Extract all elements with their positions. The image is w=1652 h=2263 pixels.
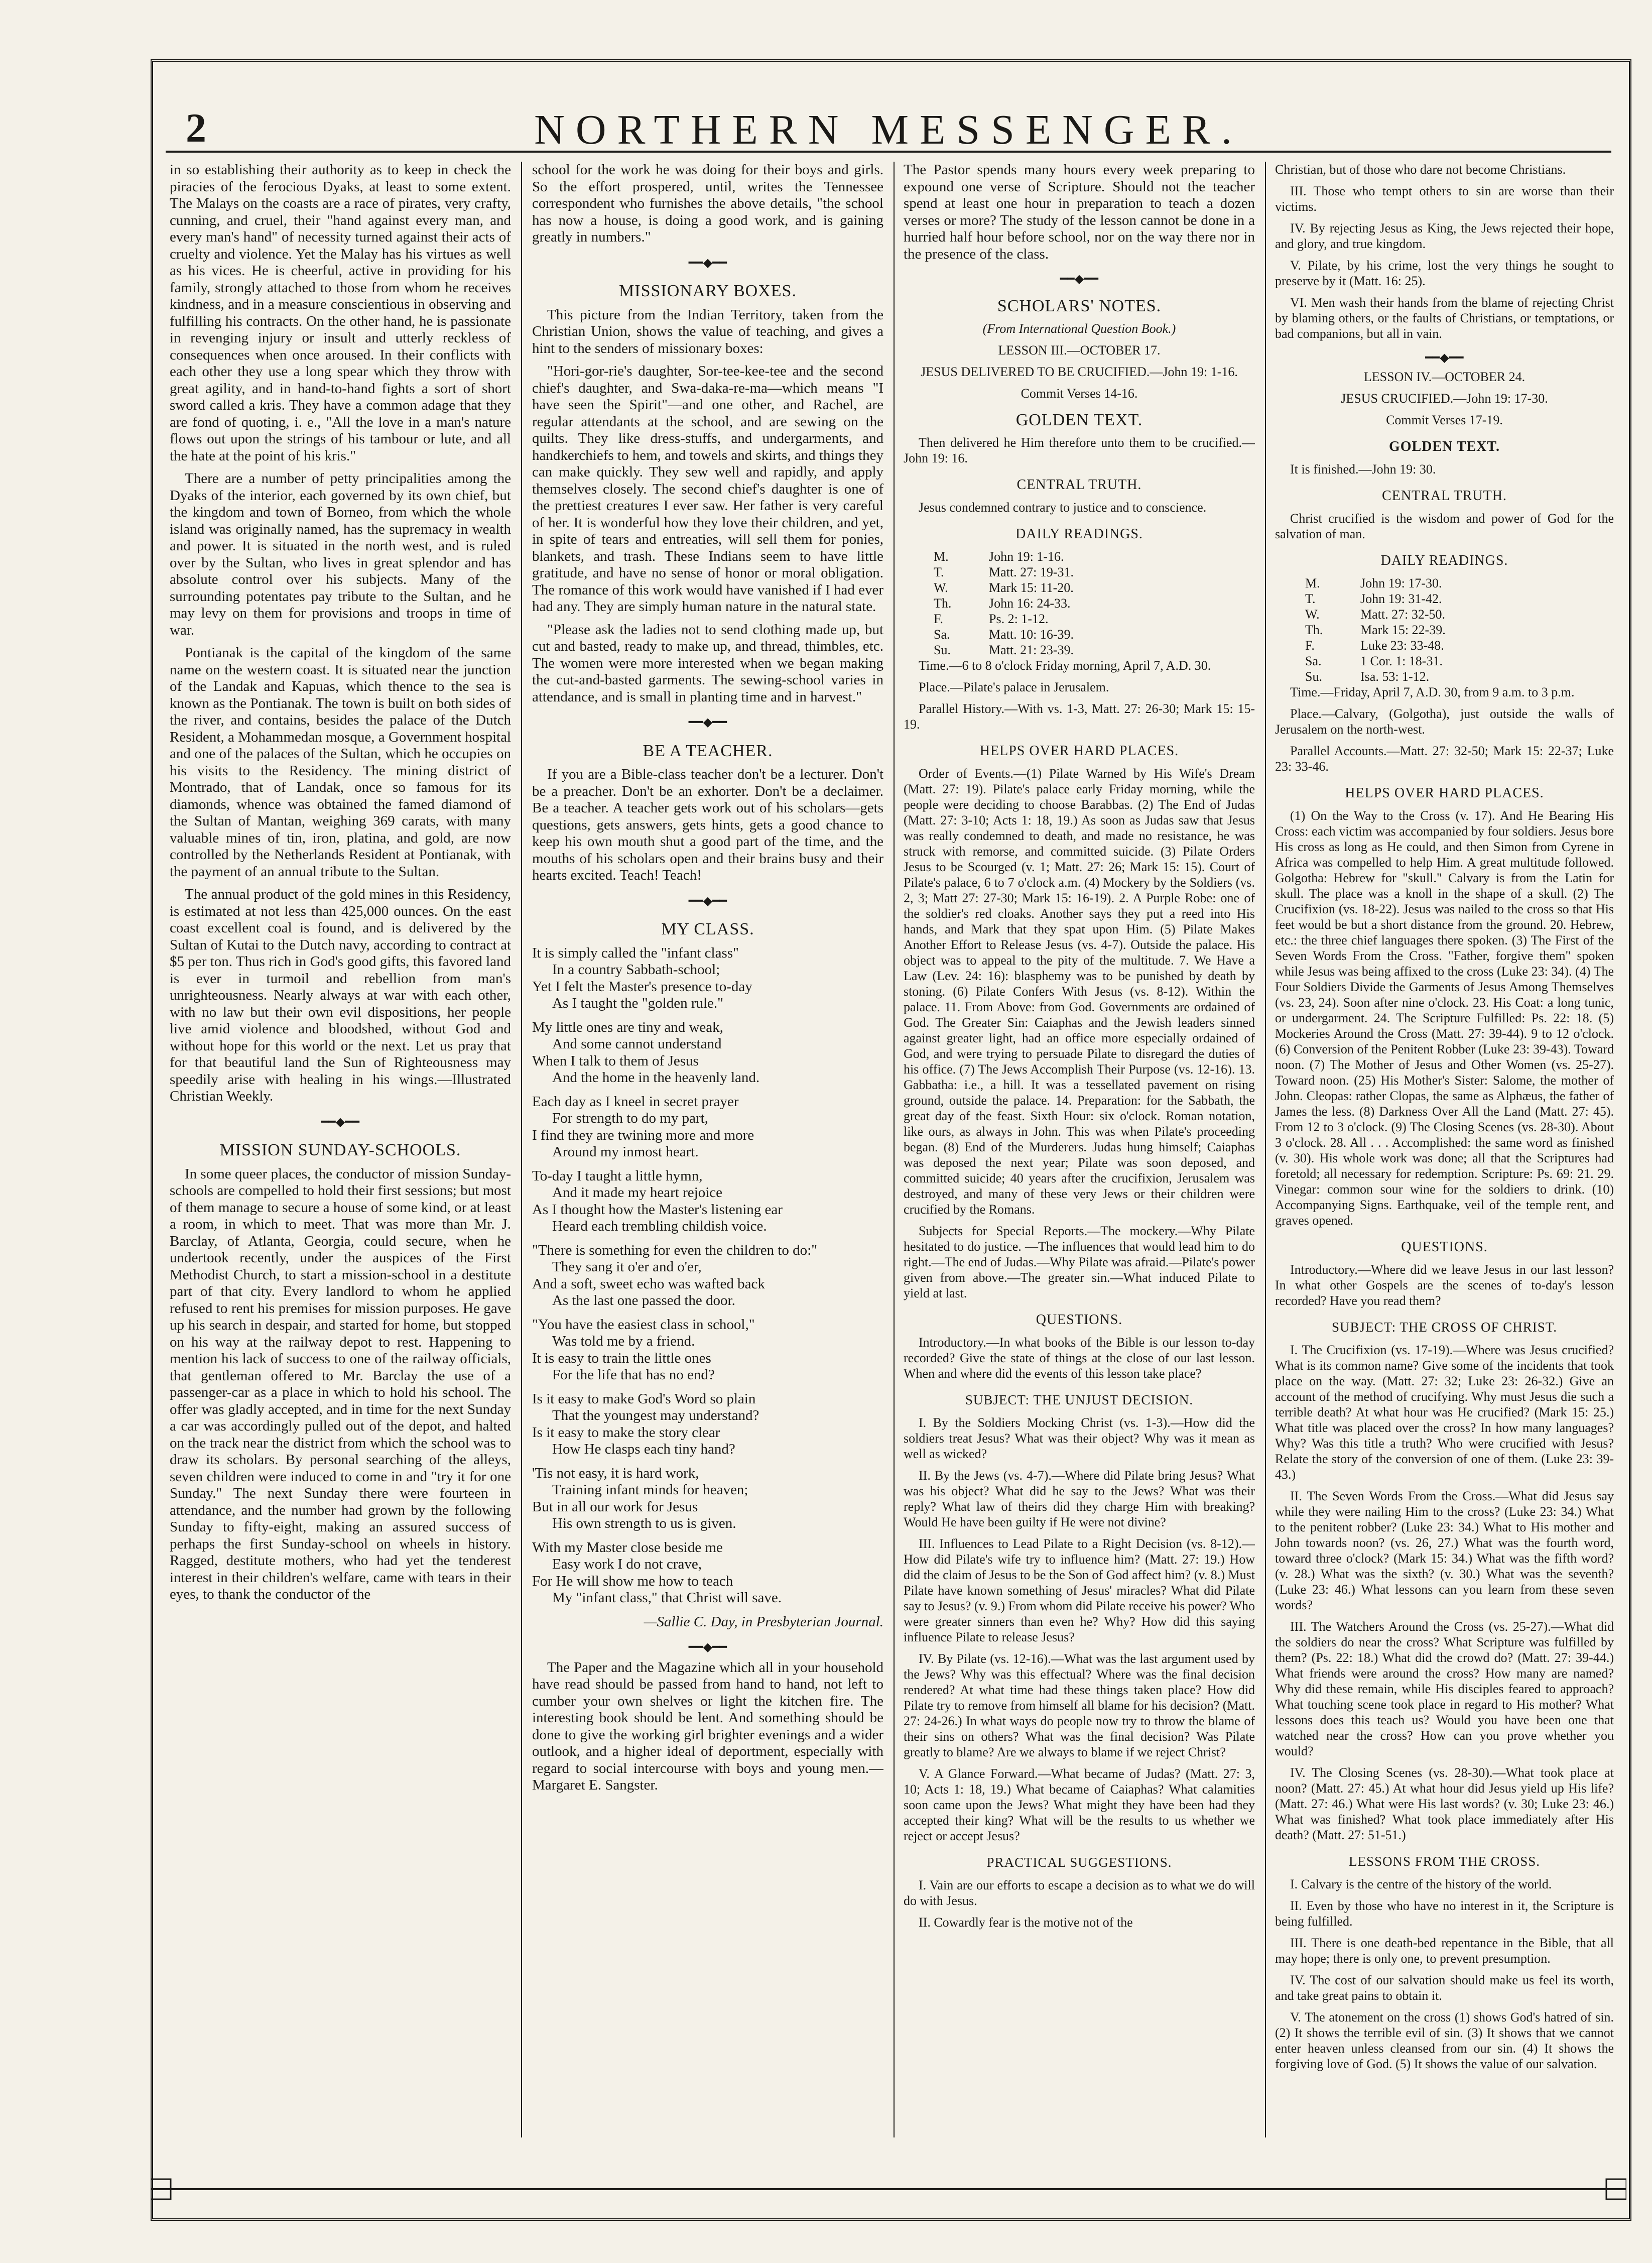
section-separator: ━━◆━━ bbox=[1060, 273, 1099, 286]
reading-day: W. bbox=[1305, 607, 1320, 622]
heading-questions: QUESTIONS. bbox=[1036, 1312, 1123, 1328]
heading-practical: PRACTICAL SUGGESTIONS. bbox=[986, 1855, 1172, 1870]
lesson-subtitle: JESUS DELIVERED TO BE CRUCIFIED.—John 19: 1-16. bbox=[921, 365, 1238, 379]
reading-day: T. bbox=[1305, 591, 1316, 606]
article-paragraph: In some queer places, the conductor of mission Sunday-schools are compelled to hold their first sessions; but most of them manage to secure a house of some kind, or at least a room, in which to meet. That was more than Mr. J. Barclay, of Atlanta, Georgia, could secure, when he undertook recently, under the auspices of the First Methodist Church, to start a mission-school in a destitute part of that city. Every landlord to whom he applied refused to rent his premises for mission purposes. He gave up his search in despair, and started for home, but stopped on his way at the railway depot to rest. Happening to mention his lack of success to one of the railway officials, that gentleman offered to Mr. Barclay the use of a passenger-car as a place in which to hold his school. The offer was gladly accepted, and in time for the next Sunday a car was accordingly pulled out of the depot, and halted on the track near the district from which the school was to draw its scholars. By personal searching of the alleys, seven children were induced to come in and "try it for one Sunday." The next Sunday there were fourteen in attendance, and the number had grown by the following Sunday to fifty-eight, making an assured success of perhaps the first Sunday-school on wheels in history. Ragged, destitute mothers, who had yet the tenderest interest in their children's welfare, came with tears in their eyes, to thank the conductor of the bbox=[170, 1165, 511, 1602]
reading-row bbox=[1305, 622, 1614, 638]
lesson-heading: LESSON IV.—OCTOBER 24. bbox=[1363, 370, 1526, 384]
poem-my-class bbox=[532, 945, 883, 1607]
reading-day: Su. bbox=[1305, 669, 1322, 684]
poem-stanza bbox=[532, 945, 883, 1012]
heading-daily-readings: DAILY READINGS. bbox=[1015, 526, 1143, 542]
lesson-place: Place.—Pilate's palace in Jerusalem. bbox=[919, 680, 1109, 694]
lesson-item: III. There is one death-bed repentance in the Bible, that all may hope; there is only one, to prevent presumption. bbox=[1275, 1936, 1614, 1966]
reading-row bbox=[1305, 653, 1614, 669]
reading-row bbox=[934, 549, 1255, 564]
question-item: III. The Watchers Around the Cross (vs. 25-27).—What did the soldiers do near the cross? What Scripture was fulfilled by them? (Ps. 22: 18.) What did the crowd do? (Matt. 27: 39-44.) What friends were around the cross? How many are named? Why did these remain, while His disciples feared to approach? What touching scene took place in regard to His mother? What lessons does this teach us? Would you have been one that watched near the cross? How can you prove whether you would? bbox=[1275, 1619, 1614, 1758]
poem-line: For He will show me how to teach bbox=[532, 1573, 733, 1589]
article-paragraph: The annual product of the gold mines in this Residency, is estimated at not less than 425,000 ounces. On the east coast excellent coal is found, and is delivered by the Sultan of Kutai to the Dutch navy, according to contract at $5 per ton. Thus rich in God's good gifts, this favored land is ever in turmoil and rebellion from man's unrighteousness. Nearly always at war with each other, with no law but their own evil dispositions, her people live amid violence and bloodshed, without God and without hope for this world or the next. Let us pray that for that beautiful land the Sun of Righteousness may speedily arise with healing in his wings.—Illustrated Christian Weekly. bbox=[170, 886, 511, 1104]
poem-line: 'Tis not easy, it is hard work, bbox=[532, 1465, 699, 1481]
reading-day: M. bbox=[934, 549, 949, 564]
poem-line: For strength to do my part, bbox=[552, 1110, 708, 1126]
poem-line: And a soft, sweet echo was wafted back bbox=[532, 1275, 765, 1292]
reading-day: F. bbox=[934, 612, 943, 626]
question-item: IV. By Pilate (vs. 12-16).—What was the last argument used by the Jews? Why was this effectual? Where was the final decision rendered? At what time had these things taken place? How did Pilate try to remove from himself all blame for his decision? (Matt. 27: 24-26.) In what ways do people now try to throw the blame of their sins on others? What was the final decision? Was Pilate greatly to blame? Are we always to blame if we reject Christ? bbox=[904, 1651, 1255, 1759]
questions-intro: Introductory.—In what books of the Bible is our lesson to-day recorded? Give the state of things at the close of our last lesson. When and where did the events of this lesson take place? bbox=[904, 1335, 1255, 1381]
poem-line: My little ones are tiny and weak, bbox=[532, 1019, 723, 1035]
reading-row bbox=[1305, 669, 1614, 684]
reading-row bbox=[1305, 607, 1614, 622]
heading-subject: SUBJECT: THE CROSS OF CHRIST. bbox=[1331, 1320, 1557, 1335]
lesson-heading: LESSON III.—OCTOBER 17. bbox=[998, 343, 1161, 358]
column-rule bbox=[1265, 162, 1266, 2137]
reading-reference: John 19: 31-42. bbox=[1360, 591, 1442, 606]
reading-reference: Isa. 53: 1-12. bbox=[1360, 669, 1430, 684]
lesson-time: Time.—6 to 8 o'clock Friday morning, April 7, A.D. 30. bbox=[919, 658, 1211, 673]
poem-stanza bbox=[532, 1465, 883, 1532]
commit-verses: Commit Verses 14-16. bbox=[1021, 386, 1138, 401]
reading-day: W. bbox=[934, 580, 948, 595]
article-paragraph: "Hori-gor-rie's daughter, Sor-tee-kee-tee and the second chief's daughter, and Swa-daka-re-ma—which means "I have seen the Spirit"—and one other, and Rachel, are regular attendants at the school, and are sewing on the quilts. They like dress-stuffs, and undergarments, and handkerchiefs to hem, and towels and skirts, and things they can make quickly. They sew well and rapidly, and apply themselves closely. The second chief's daughter is one of the prettiest creatures I ever saw. Her father is very careful of her. It is wonderful how they love their children, and yet, in spite of tears and entreaties, will sell them for ponies, blankets, and trash. These Indians seem to have little gratitude, and have no sense of honor or moral obligation. The romance of this work would have vanished if I had ever had any. They are simply human nature in the natural state. bbox=[532, 363, 883, 615]
heading-central-truth: CENTRAL TRUTH. bbox=[1382, 488, 1507, 504]
reading-reference: John 19: 17-30. bbox=[1360, 576, 1442, 590]
heading-missionary-boxes: MISSIONARY BOXES. bbox=[619, 282, 797, 300]
poem-line: Is it easy to make the story clear bbox=[532, 1424, 720, 1441]
poem-line: Was told me by a friend. bbox=[552, 1333, 695, 1349]
page-number: 2 bbox=[186, 105, 206, 151]
poem-line: Is it easy to make God's Word so plain bbox=[532, 1390, 756, 1407]
poem-line: Heard each trembling childish voice. bbox=[552, 1218, 767, 1234]
poem-line: How He clasps each tiny hand? bbox=[552, 1441, 735, 1457]
poem-line: But in all our work for Jesus bbox=[532, 1498, 698, 1515]
question-item: I. By the Soldiers Mocking Christ (vs. 1-3).—How did the soldiers treat Jesus? What was their object? Why was it mean as well as wicked? bbox=[904, 1415, 1255, 1461]
article-paragraph: There are a number of petty principalities among the Dyaks of the interior, each governed by its own chief, but the kingdom and town of Borneo, from which the whole island was originally named, has the supremacy in wealth and power. It is situated in the north west, and is ruled over by the Sultan, who lives in great splendor and has absolute control over his subjects. Many of the surrounding potentates pay tribute to the Sultan, and he may levy on them for provisions and troops in time of war. bbox=[170, 470, 511, 638]
bottom-ornament bbox=[151, 2177, 1626, 2202]
question-item: II. The Seven Words From the Cross.—What did Jesus say while they were nailing Him to the cross? (Luke 23: 34.) What to the penitent robber? (Luke 23: 34.) What to His mother and John towards noon? (vs. 26, 27.) What was the fourth word, toward three o'clock? (Mark 15: 34.) What was the fifth word? (v. 28.) What was the sixth? (v. 30.) What was the seventh? (Luke 23: 46.) What lessons can you learn from these seven words? bbox=[1275, 1489, 1614, 1612]
reading-day: M. bbox=[1305, 576, 1320, 590]
article-paragraph: The Paper and the Magazine which all in your household have read should be passed from hand to hand, not left to cumber your own shelves or light the kitchen fire. The interesting book should be lent. And something should be done to give the working girl brighter evenings and a wider outlook, and a higher ideal of deportment, especially with regard to social intercourse with boys and young men.—Margaret E. Sangster. bbox=[532, 1659, 883, 1793]
reading-reference: Matt. 21: 23-39. bbox=[989, 643, 1074, 657]
poem-line: To-day I taught a little hymn, bbox=[532, 1167, 703, 1184]
poem-line: "You have the easiest class in school," bbox=[532, 1316, 755, 1333]
heading-central-truth: CENTRAL TRUTH. bbox=[1016, 477, 1142, 493]
poem-attribution: —Sallie C. Day, in Presbyterian Journal. bbox=[644, 1613, 883, 1630]
poem-line: Around my inmost heart. bbox=[552, 1144, 699, 1160]
poem-stanza bbox=[532, 1242, 883, 1309]
poem-line: When I talk to them of Jesus bbox=[532, 1052, 699, 1069]
poem-line: It is easy to train the little ones bbox=[532, 1350, 711, 1366]
column-rule bbox=[521, 162, 522, 2137]
reading-row bbox=[1305, 591, 1614, 607]
masthead bbox=[166, 95, 1611, 153]
daily-readings-list bbox=[904, 549, 1255, 658]
question-item: IV. The Closing Scenes (vs. 28-30).—What took place at noon? (Matt. 27: 45.) At what hour did Jesus yield up His life? (Matt. 27: 46.) What were His last words? (v. 30; Luke 23: 46.) What was finished? What took place immediately after His death? (Matt. 27: 51-51.) bbox=[1275, 1765, 1614, 1842]
reading-reference: Matt. 27: 32-50. bbox=[1360, 607, 1445, 622]
practical-item: IV. By rejecting Jesus as King, the Jews rejected their hope, and glory, and true kingdom. bbox=[1275, 221, 1614, 251]
commit-verses: Commit Verses 17-19. bbox=[1386, 413, 1503, 427]
notes-source: (From International Question Book.) bbox=[982, 321, 1176, 336]
poem-line: As I thought how the Master's listening ear bbox=[532, 1201, 783, 1218]
reading-day: Th. bbox=[934, 596, 952, 611]
heading-daily-readings: DAILY READINGS. bbox=[1380, 553, 1508, 568]
reading-reference: John 16: 24-33. bbox=[989, 596, 1071, 611]
question-item: III. Influences to Lead Pilate to a Right Decision (vs. 8-12).—How did Pilate's wife try to influence him? (Matt. 27: 19.) How did the claim of Jesus to be the Son of God affect him? (v. 8.) Must Pilate have known something of Jesus' miracles? What did Pilate say to Jesus? (v. 9.) From whom did Pilate receive his power? Who were greater sinners than even he? Why? How did this saying influence Pilate to release Jesus? bbox=[904, 1536, 1255, 1644]
central-truth: Christ crucified is the wisdom and power of God for the salvation of man. bbox=[1275, 511, 1614, 541]
heading-my-class: MY CLASS. bbox=[661, 920, 754, 938]
poem-line: They sang it o'er and o'er, bbox=[552, 1259, 702, 1275]
question-item: II. By the Jews (vs. 4-7).—Where did Pilate bring Jesus? What was his object? What did he say to the Jews? What was their reply? What law of theirs did they charge Him with breaking? Would He have been guilty if He were not divine? bbox=[904, 1468, 1255, 1529]
poem-line: And some cannot understand bbox=[552, 1036, 722, 1052]
lesson-item: V. The atonement on the cross (1) shows God's hatred of sin. (2) It shows the terrible evil of sin. (3) It shows that we cannot enter heaven unless cleansed from our sin. (4) It shows the forgiving love of God. (5) It shows the value of our salvation. bbox=[1275, 2010, 1614, 2071]
poem-line: It is simply called the "infant class" bbox=[532, 944, 739, 961]
poem-stanza bbox=[532, 1019, 883, 1087]
poem-line: Easy work I do not crave, bbox=[552, 1556, 702, 1572]
reading-row bbox=[1305, 575, 1614, 591]
article-paragraph: school for the work he was doing for their boys and girls. So the effort prospered, until, writes the Tennessee correspondent who furnishes the above details, "the school has now a house, is doing a good work, and is gaining greatly in numbers." bbox=[532, 162, 883, 245]
heading-golden-text: GOLDEN TEXT. bbox=[1015, 411, 1143, 429]
reading-row bbox=[934, 642, 1255, 658]
reading-reference: Mark 15: 11-20. bbox=[989, 580, 1074, 595]
reading-day: F. bbox=[1305, 638, 1315, 653]
section-separator: ━━◆━━ bbox=[688, 256, 727, 270]
practical-item: V. Pilate, by his crime, lost the very things he sought to preserve by it (Matt. 16: 25). bbox=[1275, 258, 1614, 288]
question-item: V. A Glance Forward.—What became of Judas? (Matt. 27: 3, 10; Acts 1: 18, 19.) What became of Caiaphas? What calamities soon came upon the Jews? What might they have been had they accepted their king? What will be the results to us whether we reject or accept Jesus? bbox=[904, 1766, 1255, 1843]
lesson-place: Place.—Calvary, (Golgotha), just outside the walls of Jerusalem on the north-west. bbox=[1275, 706, 1614, 737]
reading-reference: Mark 15: 22-39. bbox=[1360, 623, 1446, 637]
heading-mission-sunday-schools: MISSION SUNDAY-SCHOOLS. bbox=[219, 1141, 461, 1159]
column-rule bbox=[894, 162, 895, 2137]
poem-line: With my Master close beside me bbox=[532, 1539, 723, 1556]
reading-reference: Ps. 2: 1-12. bbox=[989, 612, 1049, 626]
poem-line: That the youngest may understand? bbox=[552, 1407, 759, 1423]
section-separator: ━━◆━━ bbox=[321, 1115, 360, 1129]
heading-scholars-notes: SCHOLARS' NOTES. bbox=[997, 297, 1162, 315]
reading-row bbox=[934, 611, 1255, 627]
reading-row bbox=[934, 595, 1255, 611]
reading-reference: Matt. 10: 16-39. bbox=[989, 627, 1074, 642]
parallel-history: Parallel History.—With vs. 1-3, Matt. 27: 26-30; Mark 15: 15-19. bbox=[904, 701, 1255, 732]
parallel-accounts: Parallel Accounts.—Matt. 27: 32-50; Mark 15: 22-37; Luke 23: 33-46. bbox=[1275, 744, 1614, 774]
lesson-item: II. Even by those who have no interest in it, the Scripture is being fulfilled. bbox=[1275, 1898, 1614, 1929]
helps-text: (1) On the Way to the Cross (v. 17). And He Bearing His Cross: each victim was accompanied by four soldiers. Jesus bore His cross as long as He could, and then Simon from Cyrene in Africa was compelled to help Him. A great multitude followed. Golgotha: Hebrew for "skull." Calvary is from the Latin for skull. The place was a knoll in the shape of a skull. (2) The Crucifixion (vs. 18-22). Jesus was nailed to the cross so that His feet would be but a short distance from the ground. 20. Hebrew, etc.: the three chief languages there spoken. (3) The First of the Seven Words From the Cross. "Father, forgive them" spoken while Jesus was being affixed to the cross (Luke 23: 34). (4) The Four Soldiers Divide the Garments of Jesus Among Themselves (vs. 23, 24). Soon after nine o'clock. 23. His Coat: a long tunic, or undergarment. 24. The Scripture Fulfilled: Ps. 22: 18. (5) Mockeries Around the Cross (Matt. 27: 39-44). 9 to 12 o'clock. (6) Conversion of the Penitent Robber (Luke 23: 39-43). Toward noon. (7) The Mother of Jesus and Other Women (vs. 25-27). Toward noon. (25) His Mother's Sister: Salome, the mother of John. Cleopas: rather Clopas, the same as Alphæus, the father of James the less. (8) Darkness Over All the Land (Matt. 27: 45). From 12 to 3 o'clock. (9) The Closing Scenes (vs. 28-30). About 3 o'clock. 28. All . . . Accomplished: the same word as finished (v. 30). His whole work was done; all that the Scriptures had foretold; all necessary for redemption. Scripture: Ps. 69: 21. 29. Vinegar: common sour wine for the soldiers to drink. (10) Accompanying Signs. Earthquake, veil of the temple rent, and graves opened. bbox=[1275, 808, 1614, 1228]
section-separator: ━━◆━━ bbox=[688, 716, 727, 729]
lesson-item: IV. The cost of our salvation should make us feel its worth, and take great pains to obtain it. bbox=[1275, 1973, 1614, 2003]
poem-line: Training infant minds for heaven; bbox=[552, 1482, 748, 1498]
lesson-subtitle: JESUS CRUCIFIED.—John 19: 17-30. bbox=[1341, 391, 1548, 406]
poem-line: As the last one passed the door. bbox=[552, 1292, 735, 1308]
poem-line: I find they are twining more and more bbox=[532, 1127, 754, 1143]
heading-questions: QUESTIONS. bbox=[1401, 1239, 1488, 1255]
article-paragraph: If you are a Bible-class teacher don't be a lecturer. Don't be a preacher. Don't be an exhorter. Don't be a declaimer. Be a teacher. A teacher gets work out of his scholars—gets questions, gets answers, gets hints, gets a good chance to keep his own mouth shut a good part of the time, and the mouths of his scholars open and their brains busy and their hearts excited. Teach! Teach! bbox=[532, 766, 883, 883]
poem-line: And it made my heart rejoice bbox=[552, 1184, 723, 1201]
article-paragraph: This picture from the Indian Territory, taken from the Christian Union, shows the value of teaching, and gives a hint to the senders of missionary boxes: bbox=[532, 306, 883, 356]
heading-lessons: LESSONS FROM THE CROSS. bbox=[1348, 1854, 1541, 1869]
poem-stanza bbox=[532, 1317, 883, 1384]
reading-day: T. bbox=[934, 565, 944, 579]
central-truth: Jesus condemned contrary to justice and to conscience. bbox=[919, 500, 1207, 515]
poem-line: Each day as I kneel in secret prayer bbox=[532, 1093, 739, 1110]
lesson-time: Time.—Friday, April 7, A.D. 30, from 9 a.m. to 3 p.m. bbox=[1290, 685, 1575, 699]
article-paragraph: in so establishing their authority as to keep in check the piracies of the ferocious Dyaks, at least to some extent. The Malays on the coasts are a race of pirates, very crafty, cunning, and cruel, their "hand against every man, and every man's hand" of necessity turned against their acts of cruelty and violence. Yet the Malay has his virtues as well as his vices. He is cheerful, active in providing for his family, strongly attached to those from whom he receives kindness, and in a measure conscientious in observing and fulfilling his contracts. On the other hand, he is passionate in revenging injury or insult and utterly reckless of consequences when once aroused. In their conflicts with each other they use a long spear which they throw with great agility, and in hand-to-hand fights a sort of short sword called a kris. They have a common adage that they are fond of quoting, i. e., "All the love in a man's nature flows out upon the strings of his tambour or lute, and all the hate at the point of his kris." bbox=[170, 162, 511, 464]
poem-stanza bbox=[532, 1391, 883, 1458]
special-reports: Subjects for Special Reports.—The mockery.—Why Pilate hesitated to do justice. —The influences that would lead him to do right.—The end of Judas.—Why Pilate was afraid.—Pilate's power given from above.—The greater sin.—What induced Pilate to yield at last. bbox=[904, 1224, 1255, 1300]
golden-text: It is finished.—John 19: 30. bbox=[1290, 462, 1436, 477]
practical-item: Christian, but of those who dare not become Christians. bbox=[1275, 162, 1566, 177]
section-separator: ━━◆━━ bbox=[1425, 351, 1464, 365]
poem-line: In a country Sabbath-school; bbox=[552, 962, 720, 978]
poem-stanza bbox=[532, 1539, 883, 1607]
poem-line: My "infant class," that Christ will save. bbox=[552, 1590, 782, 1606]
reading-reference: Matt. 27: 19-31. bbox=[989, 565, 1074, 579]
daily-readings-list bbox=[1275, 575, 1614, 684]
column-3 bbox=[904, 162, 1255, 2137]
poem-line: His own strength to us is given. bbox=[552, 1515, 736, 1531]
poem-stanza bbox=[532, 1168, 883, 1235]
section-separator: ━━◆━━ bbox=[688, 1641, 727, 1654]
column-1 bbox=[170, 162, 511, 2137]
article-paragraph: "Please ask the ladies not to send clothing made up, but cut and basted, ready to make up, and thread, thimbles, etc. The women were more interested when we began making the cut-and-basted garments. The sewing-school varies in attendance, and is small in planting time and in harvest." bbox=[532, 621, 883, 705]
heading-subject: SUBJECT: THE UNJUST DECISION. bbox=[965, 1392, 1194, 1407]
reading-reference: 1 Cor. 1: 18-31. bbox=[1360, 654, 1443, 668]
reading-reference: John 19: 1-16. bbox=[989, 549, 1064, 564]
reading-row bbox=[934, 627, 1255, 642]
practical-item: I. Vain are our efforts to escape a decision as to what we do will do with Jesus. bbox=[904, 1878, 1255, 1908]
column-2 bbox=[532, 162, 883, 2137]
helps-text: Order of Events.—(1) Pilate Warned by His Wife's Dream (Matt. 27: 19). Pilate's palace early Friday morning, while the people were deciding to choose Barabbas. (2) The End of Judas (Matt. 27: 3-10; Acts 1: 18, 19.) As soon as Judas saw that Jesus was really condemned to death, and made no resistance, he was struck with remorse, and committed suicide. (3) Pilate Orders Jesus to be Scourged (v. 1; Matt. 27: 26; Mark 15: 15). Court of Pilate's palace, 6 to 7 o'clock a.m. (4) Mockery by the Soldiers (vs. 2, 3; Matt 27: 27-30; Mark 15: 16-19). 2. A Purple Robe: one of the soldier's red cloaks. Another says they put a reed into His hands, and Mark that they spat upon Him. (5) Pilate Makes Another Effort to Release Jesus (vs. 4-7). Outside the palace. His object was to appeal to the pity of the multitude. 7. We Have a Law (Lev. 24: 16): blasphemy was to be punished by death by stoning. (6) Pilate Confers With Jesus (vs. 8-12). Within the palace. 11. From Above: from God. Governments are ordained of God. The Greater Sin: Caiaphas and the Jewish leaders sinned against greater light, had an office more especially ordained of God, and were trying to persuade Pilate to disregard the duties of his office. (7) The Jews Accomplish Their Purpose (vs. 12-16). 13. Gabbatha: i.e., a hill. It was a tessellated pavement on rising ground, outside the palace. 14. Preparation: for the Sabbath, the great day of the feast. Sixth Hour: six o'clock. Roman notation, like ours, as always in John. This was when Pilate's proceeding began. (8) End of the Murderers. Judas hung himself; Caiaphas was deposed the next year; Pilate was soon deposed, and committed suicide; 40 years after the crucifixion, Jerusalem was destroyed, and many of these very Jews or their children were crucified by the Romans. bbox=[904, 766, 1255, 1217]
question-item: I. The Crucifixion (vs. 17-19).—Where was Jesus crucified? What is its common name? Give some of the incidents that took place on the way. (Matt. 27: 32; Luke 23: 26-32.) Give an account of the method of crucifying. Why must Jesus die such a terrible death? At what hour was He crucified? (Mark 15: 25.) What title was placed over the cross? In how many languages? Why? Was this title a truth? Who were crucified with Jesus? Relate the story of the conversion of one of them. (Luke 23: 39-43.) bbox=[1275, 1343, 1614, 1482]
heading-be-a-teacher: BE A TEACHER. bbox=[643, 741, 773, 760]
reading-row bbox=[1305, 638, 1614, 653]
questions-intro: Introductory.—Where did we leave Jesus in our last lesson? In what other Gospels are the scenes of to-day's lesson recorded? Have you read them? bbox=[1275, 1262, 1614, 1308]
poem-line: As I taught the "golden rule." bbox=[552, 995, 723, 1011]
reading-row bbox=[934, 564, 1255, 580]
article-paragraph: The Pastor spends many hours every week preparing to expound one verse of Scripture. Should not the teacher spend at least one hour in preparation to teach a dozen verses or more? The study of the lesson cannot be done in a hurried half hour before school, nor on the way there nor in the presence of the class. bbox=[904, 162, 1255, 262]
reading-day: Sa. bbox=[1305, 654, 1322, 668]
reading-row bbox=[934, 580, 1255, 595]
column-4 bbox=[1275, 162, 1614, 2137]
heading-golden-text: GOLDEN TEXT. bbox=[1388, 439, 1500, 454]
poem-stanza bbox=[532, 1094, 883, 1161]
reading-day: Su. bbox=[934, 643, 951, 657]
reading-day: Sa. bbox=[934, 627, 950, 642]
practical-item: II. Cowardly fear is the motive not of the bbox=[919, 1915, 1133, 1930]
lesson-item: I. Calvary is the centre of the history of the world. bbox=[1290, 1877, 1552, 1891]
article-paragraph: Pontianak is the capital of the kingdom of the same name on the western coast. It is situated near the junction of the Landak and Kapuas, which thence to the sea is known as the Pontianak. The town is built on both sides of the river, and contains, besides the palace of the Dutch Resident, a Mohammedan mosque, a Government hospital and one of the palaces of the Sultan, which he occupies on his visits to the Residency. The mining district of Montrado, that of Landak, once so famous for its diamonds, whence was obtained the famed diamond of the Sultan of Mantan, weighing 369 carats, with many valuable mines of tin, iron, platina, and gold, are now controlled by the Netherlands Resident at Pontianak, with the payment of an annual tribute to the Sultan. bbox=[170, 645, 511, 880]
heading-helps: HELPS OVER HARD PLACES. bbox=[979, 743, 1179, 759]
practical-item: VI. Men wash their hands from the blame of rejecting Christ by blaming others, or the faults of Christians, or temptations, or bad companions, but all in vain. bbox=[1275, 295, 1614, 341]
poem-line: For the life that has no end? bbox=[552, 1367, 715, 1383]
reading-day: Th. bbox=[1305, 623, 1323, 637]
poem-line: Yet I felt the Master's presence to-day bbox=[532, 978, 752, 995]
poem-line: "There is something for even the children to do:" bbox=[532, 1242, 818, 1258]
heading-helps: HELPS OVER HARD PLACES. bbox=[1345, 785, 1544, 801]
publication-title: NORTHERN MESSENGER. bbox=[534, 106, 1243, 153]
poem-line: And the home in the heavenly land. bbox=[552, 1069, 760, 1086]
section-separator: ━━◆━━ bbox=[688, 894, 727, 908]
golden-text: Then delivered he Him therefore unto them to be crucified.—John 19: 16. bbox=[904, 435, 1255, 465]
practical-item: III. Those who tempt others to sin are worse than their victims. bbox=[1275, 184, 1614, 214]
reading-reference: Luke 23: 33-48. bbox=[1360, 638, 1444, 653]
